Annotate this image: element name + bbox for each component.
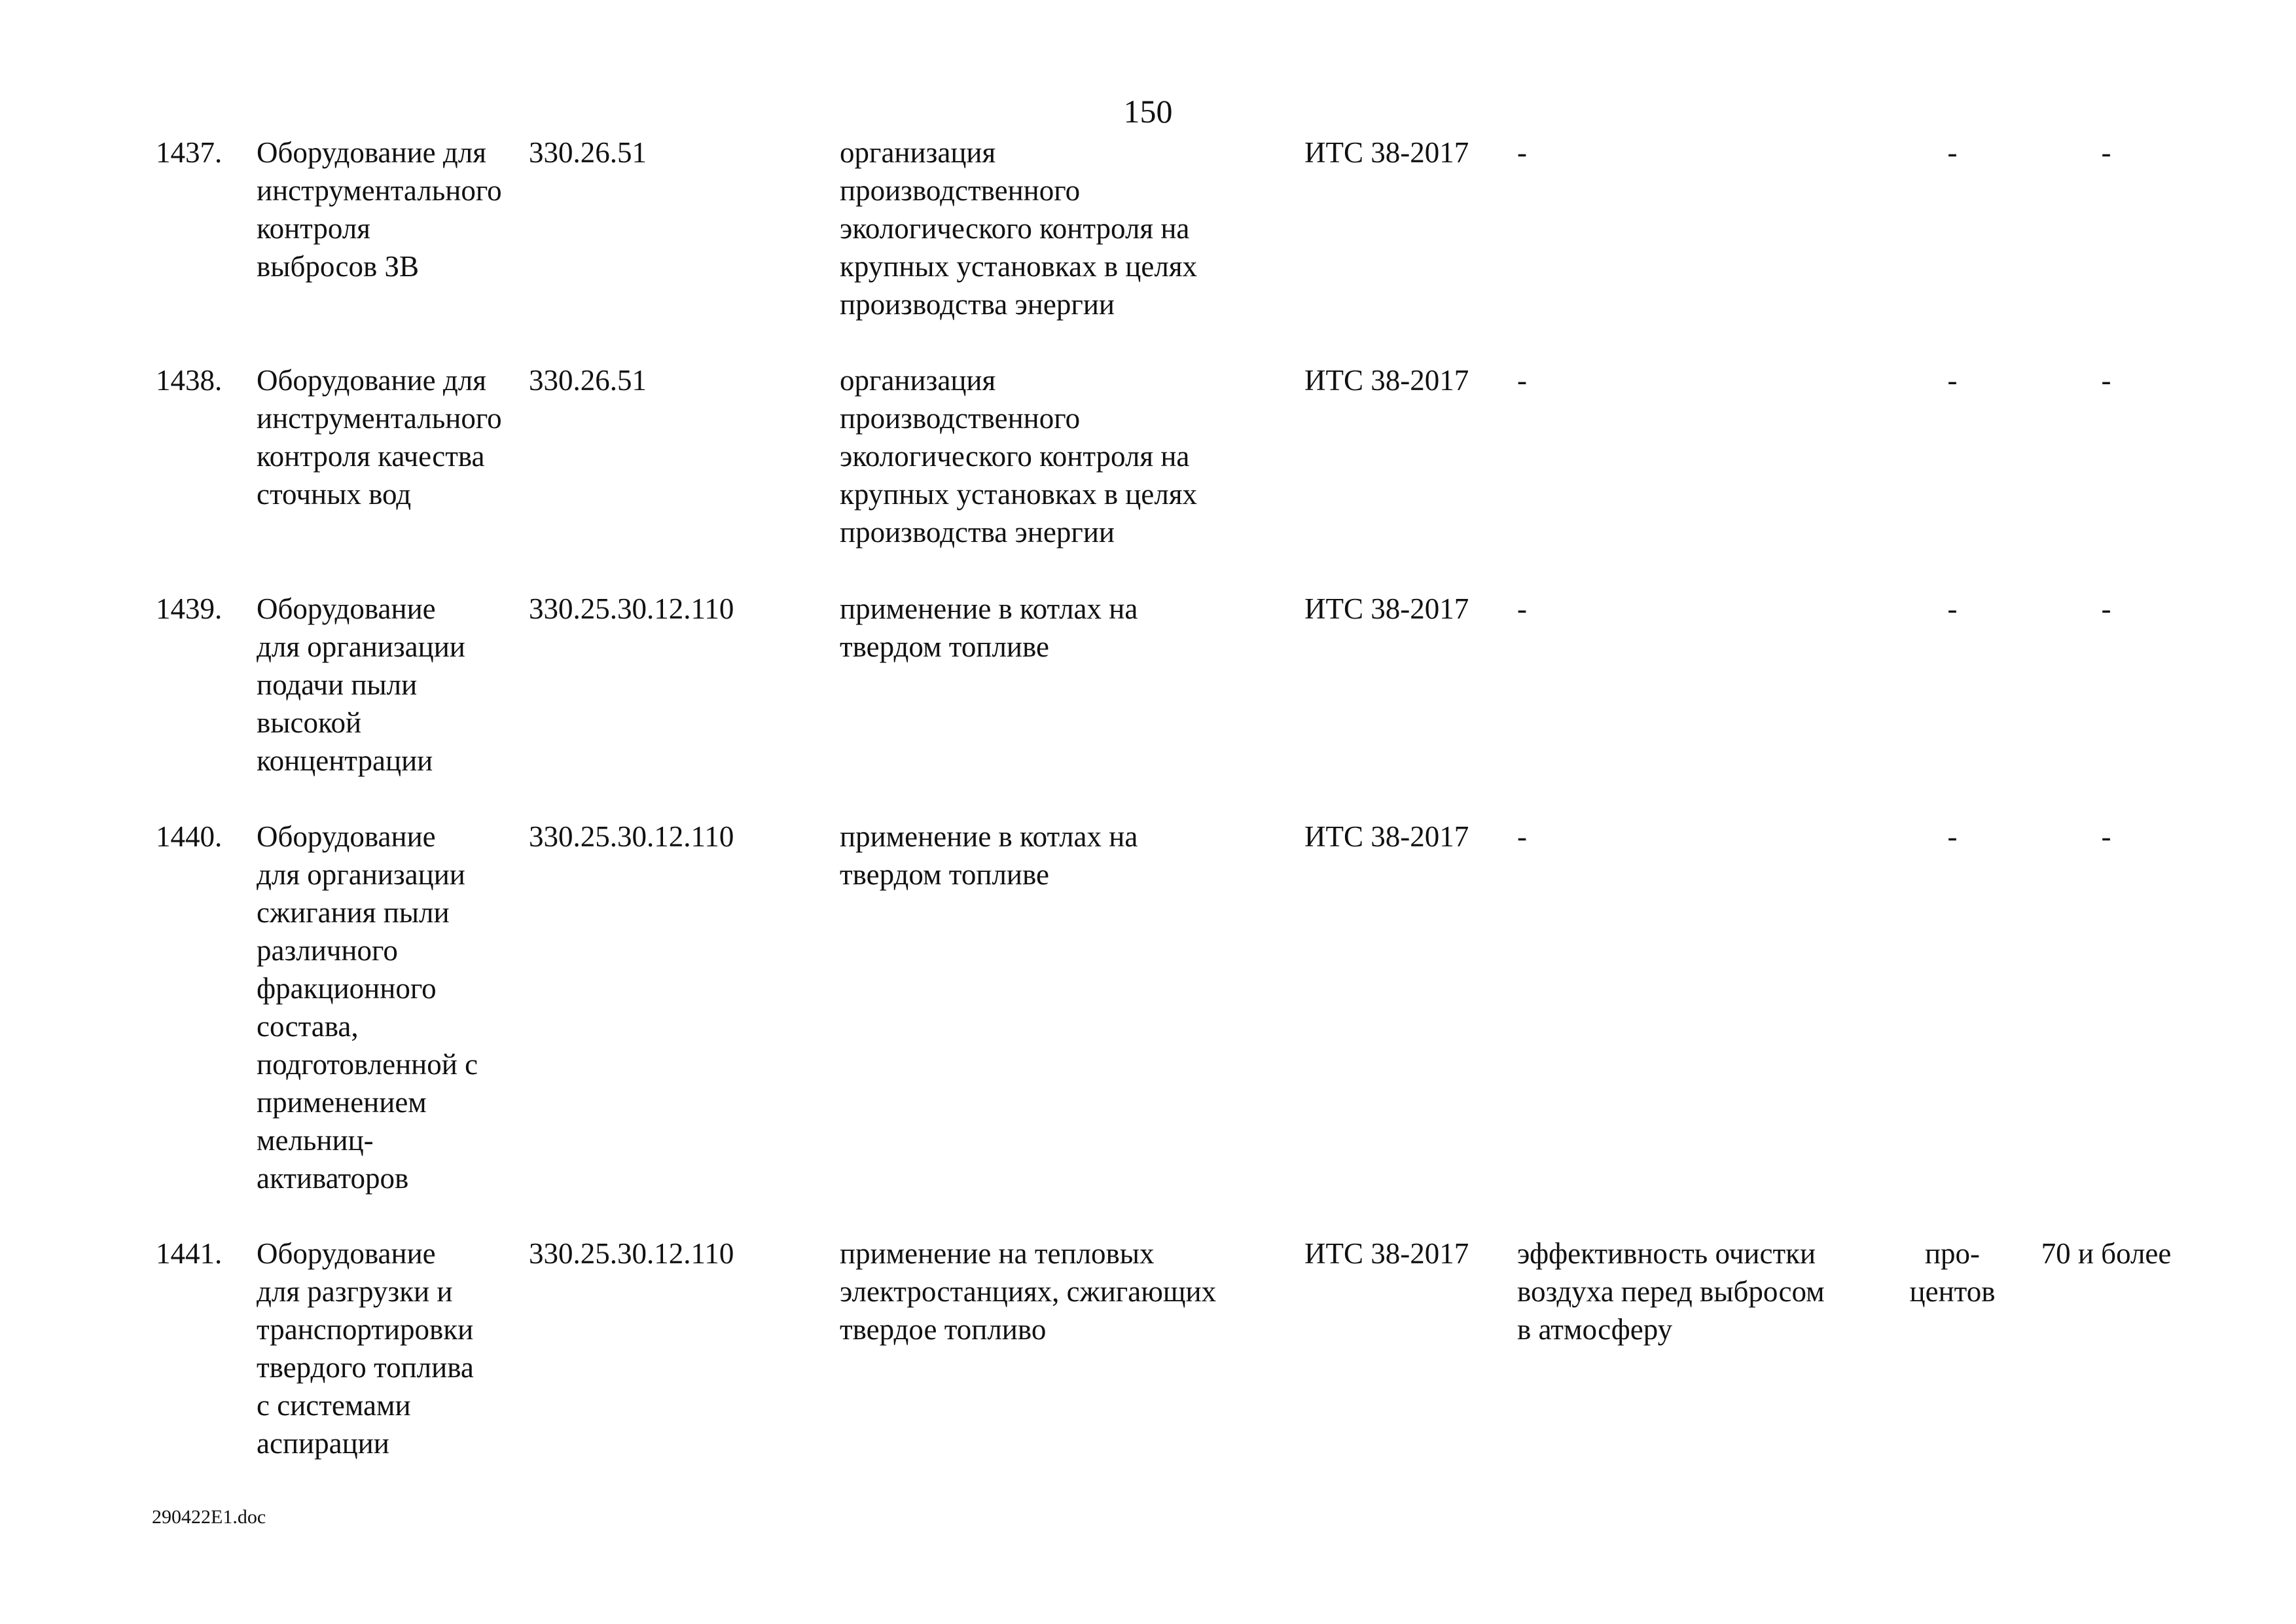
value: -	[2101, 820, 2111, 853]
unit: -	[1947, 820, 1958, 853]
row-number: 1439.	[156, 592, 223, 625]
classifier-code: 330.26.51	[529, 364, 647, 397]
value: -	[2101, 136, 2111, 169]
value: -	[2101, 592, 2111, 625]
equipment-name: Оборудование для разгрузки и транспортировки твердого топлива с системами аспирации	[257, 1237, 474, 1460]
indicator: -	[1517, 136, 1527, 169]
page-number: 150	[1123, 93, 1173, 130]
classifier-code: 330.25.30.12.110	[529, 1237, 734, 1270]
indicator: эффективность очистки воздуха перед выбросом в атмосферу	[1517, 1237, 1825, 1346]
its-reference: ИТС 38-2017	[1304, 592, 1469, 625]
classifier-code: 330.25.30.12.110	[529, 592, 734, 625]
unit: -	[1947, 592, 1958, 625]
equipment-name: Оборудование для инструментального контроля выбросов ЗВ	[257, 136, 502, 283]
equipment-name: Оборудование для инструментального контроля качества сточных вод	[257, 364, 502, 511]
row-number: 1441.	[156, 1237, 223, 1270]
application-area: применение в котлах на твердом топливе	[840, 592, 1138, 663]
indicator: -	[1517, 820, 1527, 853]
unit: -	[1947, 136, 1958, 169]
its-reference: ИТС 38-2017	[1304, 1237, 1469, 1270]
row-number: 1438.	[156, 364, 223, 397]
classifier-code: 330.26.51	[529, 136, 647, 169]
application-area: организация производственного экологического контроля на крупных установках в целях производства энергии	[840, 364, 1198, 549]
equipment-name: Оборудование для организации сжигания пыли различного фракционного состава, подготовленной с применением мельниц- активаторов	[257, 820, 478, 1195]
row-number: 1440.	[156, 820, 223, 853]
unit: -	[1947, 364, 1958, 397]
value: -	[2101, 364, 2111, 397]
application-area: применение на тепловых электростанциях, сжигающих твердое топливо	[840, 1237, 1217, 1346]
its-reference: ИТС 38-2017	[1304, 820, 1469, 853]
row-number: 1437.	[156, 136, 223, 169]
indicator: -	[1517, 592, 1527, 625]
footer-filename: 290422E1.doc	[152, 1506, 266, 1528]
equipment-name: Оборудование для организации подачи пыли высокой концентрации	[257, 592, 465, 777]
application-area: организация производственного экологического контроля на крупных установках в целях производства энергии	[840, 136, 1198, 321]
unit: про- центов	[1909, 1237, 1996, 1308]
indicator: -	[1517, 364, 1527, 397]
classifier-code: 330.25.30.12.110	[529, 820, 734, 853]
application-area: применение в котлах на твердом топливе	[840, 820, 1138, 891]
its-reference: ИТС 38-2017	[1304, 136, 1469, 169]
its-reference: ИТС 38-2017	[1304, 364, 1469, 397]
value: 70 и более	[2041, 1237, 2172, 1270]
